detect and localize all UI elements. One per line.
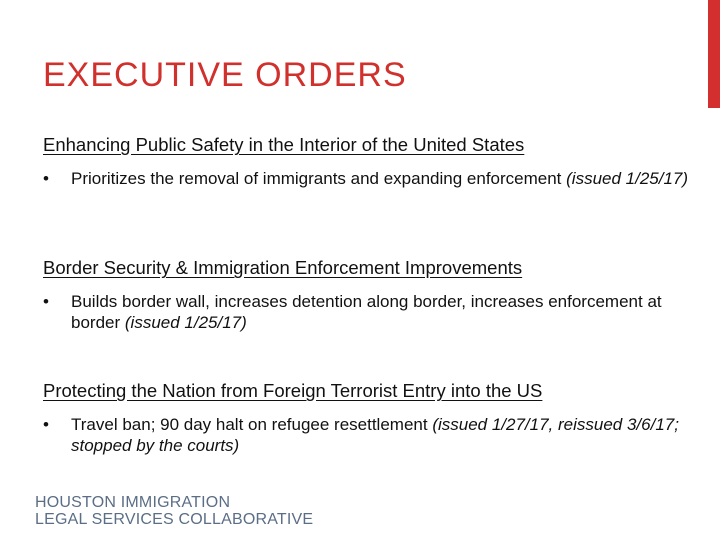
accent-bar: [708, 0, 720, 108]
logo-line-1: HOUSTON IMMIGRATION: [35, 494, 231, 511]
section-heading: Protecting the Nation from Foreign Terrorist Entry into the US: [43, 380, 543, 401]
bullet-icon: •: [43, 292, 49, 311]
hilsc-logo: [35, 494, 313, 528]
bullet-icon: •: [43, 415, 49, 434]
order-section-travel-ban: [43, 380, 703, 456]
order-section-border: [43, 257, 703, 333]
bullet-icon: •: [43, 169, 49, 188]
issued-date: (issued 1/25/17): [566, 169, 689, 188]
slide-title: EXECUTIVE ORDERS: [43, 56, 407, 94]
logo-line-2: LEGAL SERVICES COLLABORATIVE: [35, 511, 314, 528]
issued-date: (issued 1/27/17, reissued 3/6/17; stopped by the courts): [71, 415, 679, 455]
bullet-text: Travel ban; 90 day halt on refugee resettlement: [71, 415, 433, 434]
section-heading: Enhancing Public Safety in the Interior of the United States: [43, 134, 525, 155]
bullet-text: Prioritizes the removal of immigrants and expanding enforcement: [71, 169, 567, 188]
section-heading: Border Security & Immigration Enforcement Improvements: [43, 257, 523, 278]
bullet-item: [43, 291, 703, 333]
bullet-item: [43, 414, 703, 456]
bullet-item: [43, 168, 703, 189]
issued-date: (issued 1/25/17): [124, 313, 247, 332]
bullet-text: Builds border wall, increases detention along border, increases enforcement at border: [71, 292, 662, 332]
order-section-interior: [43, 134, 703, 189]
